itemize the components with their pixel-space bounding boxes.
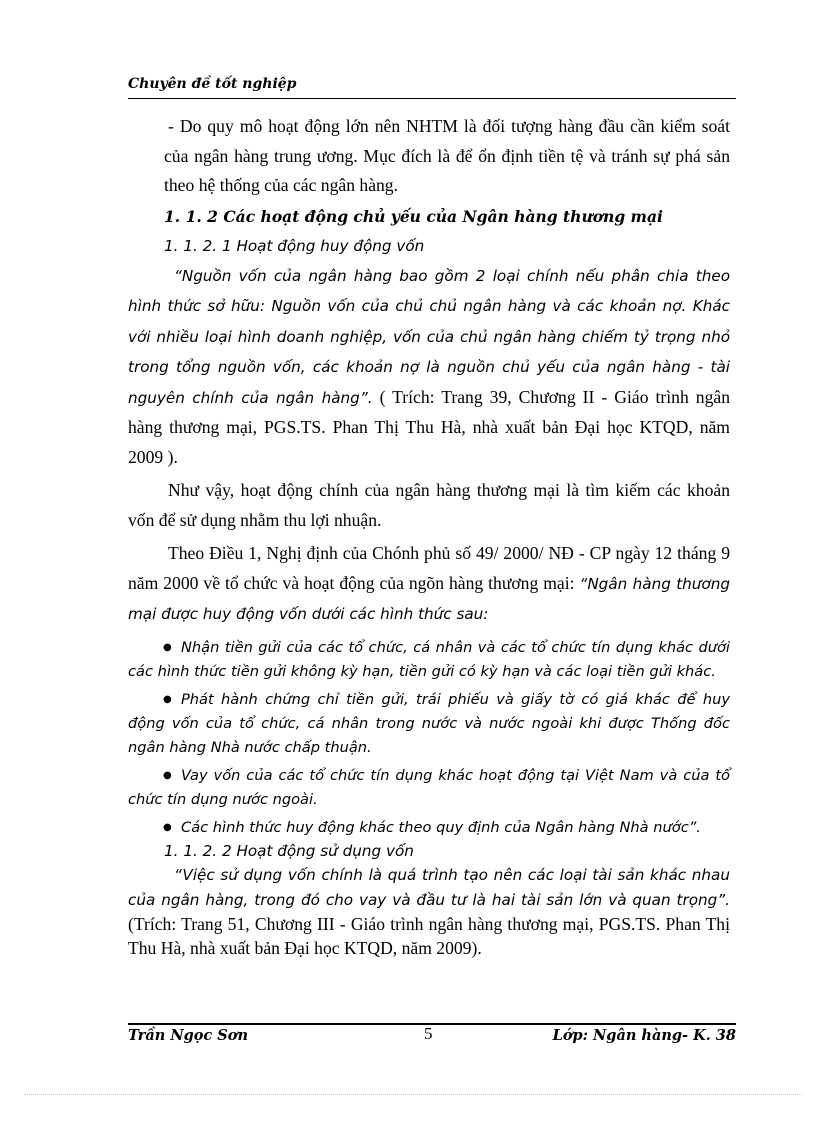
list-item: ● Các hình thức huy động khác theo quy định của Ngân hàng Nhà nước”. bbox=[128, 816, 730, 840]
running-header: Chuyên đề tốt nghiệp bbox=[128, 76, 297, 92]
bullet-icon: ● bbox=[163, 693, 172, 705]
page-body bbox=[128, 112, 730, 960]
section-heading-1-1-2: 1. 1. 2 Các hoạt động chủ yếu của Ngân hàng thương mại bbox=[164, 206, 663, 226]
list-item: ● Vay vốn của các tổ chức tín dụng khác hoạt động tại Việt Nam và của tổ chức tín dụng nước ngoài. bbox=[128, 764, 730, 812]
citation-1: ( Trích: Trang 39, Chương II - Giáo trình ngân hàng thương mại, PGS.TS. Phan Thị Thu Hà, nhà xuất bản Đại học KTQD, năm 2009 ). bbox=[128, 386, 730, 467]
paragraph-2: Như vậy, hoạt động chính của ngân hàng thương mại là tìm kiếm các khoản vốn để sử dụng nhằm thu lợi nhuận. bbox=[128, 480, 730, 530]
bullet-icon: ● bbox=[163, 821, 172, 833]
paragraph-3-quote: “Ngân hàng thương mại được huy động vốn dưới các hình thức sau: bbox=[128, 574, 730, 623]
header-rule bbox=[128, 98, 736, 99]
paragraph-3-text: Theo Điều 1, Nghị định của Chónh phủ số 49/ 2000/ NĐ - CP ngày 12 tháng 9 năm 2000 về tổ chức và hoạt động của ngõn hàng thương mại: bbox=[128, 543, 730, 593]
footer-class: Lớp: Ngân hàng- K. 38 bbox=[552, 1027, 736, 1044]
list-item: ● Nhận tiền gửi của các tổ chức, cá nhân và các tổ chức tín dụng khác dưới các hình thức tiền gửi không kỳ hạn, tiền gửi có kỳ hạn và các loại tiền gửi khác. bbox=[128, 636, 730, 684]
bullet-icon: ● bbox=[163, 641, 172, 653]
list-item: ● Phát hành chứng chỉ tiền gửi, trái phiếu và giấy tờ có giá khác để huy động vốn của tổ chức, cá nhân trong nước và nước ngoài khi được Thống đốc ngân hàng Nhà nước chấp thuận. bbox=[128, 688, 730, 760]
subsection-heading-1-1-2-2: 1. 1. 2. 2 Hoạt động sử dụng vốn bbox=[164, 841, 414, 860]
citation-2: (Trích: Trang 51, Chương III - Giáo trình ngân hàng thương mại, PGS.TS. Phan Thị Thu Hà, nhà xuất bản Đại học KTQD, năm 2009). bbox=[128, 913, 730, 958]
bullet-list bbox=[128, 636, 730, 840]
page-number: 5 bbox=[424, 1024, 433, 1043]
paragraph-1: - Do quy mô hoạt động lớn nên NHTM là đối tượng hàng đầu cần kiểm soát của ngân hàng trung ương. Mục đích là để ổn định tiền tệ và tránh sự phá sản theo hệ thống của các ngân hàng. bbox=[164, 116, 730, 195]
page-edge-divider bbox=[24, 1094, 802, 1095]
subsection-heading-1-1-2-1: 1. 1. 2. 1 Hoạt động huy động vốn bbox=[164, 236, 425, 255]
footer-author: Trần Ngọc Sơn bbox=[128, 1027, 248, 1044]
bullet-icon: ● bbox=[163, 769, 172, 781]
quote-1: “Nguồn vốn của ngân hàng bao gồm 2 loại chính nếu phân chia theo hình thức sở hữu: Nguồn vốn của chủ chủ ngân hàng và các khoản nợ. Khác với nhiều loại hình doanh nghiệp, vốn của chủ ngân hàng chiếm tỷ trọng nhỏ trong tổng nguồn vốn, các khoản nợ là nguồn chủ yếu của ngân hàng - tài nguyên chính của ngân hàng”. bbox=[128, 266, 730, 407]
quote-2: “Việc sử dụng vốn chính là quá trình tạo nên các loại tài sản khác nhau của ngân hàng, trong đó cho vay và đầu tư là hai tài sản lớn và quan trọng”. bbox=[128, 865, 730, 909]
quote-paragraph-2 bbox=[128, 862, 730, 960]
quote-paragraph-1 bbox=[128, 261, 730, 473]
paragraph-3 bbox=[128, 539, 730, 630]
